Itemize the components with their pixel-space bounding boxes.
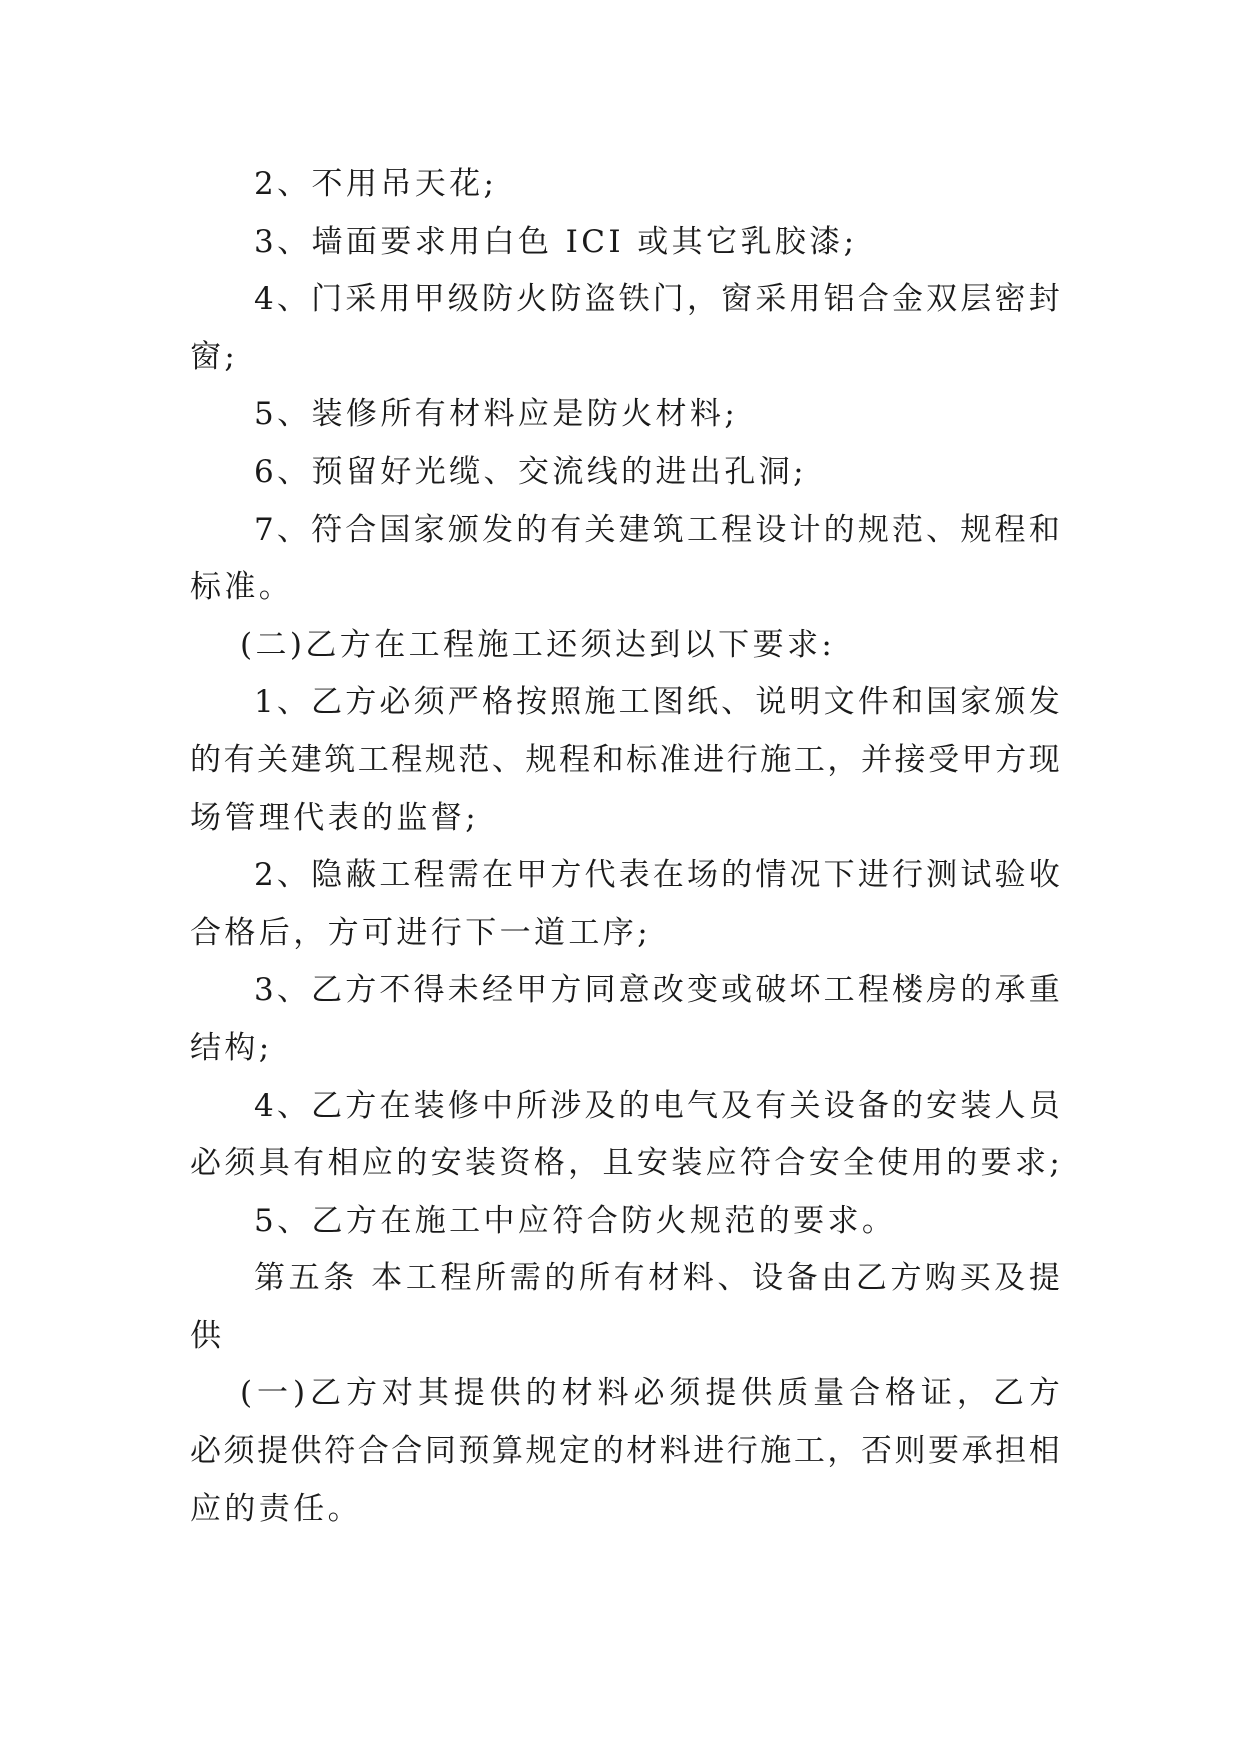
document-line: 2 、 隐 蔽 工 程 需 在 甲 方 代 表 在 场 的 情 况 下 进 行 测 试 验 收 bbox=[254, 857, 1060, 894]
document-line: 的 有 关 建 筑 工 程 规 范 、 规 程 和 标 准 进 行 施 工 ， 并 接 受 甲 方 现 bbox=[190, 741, 1060, 778]
document-line: 标准。 bbox=[190, 569, 294, 606]
document-line: 结构; bbox=[190, 1029, 273, 1066]
document-line: 窗; bbox=[190, 338, 239, 375]
document-line: 必 须 具 有 相 应 的 安 装 资 格 ， 且 安 装 应 符 合 安 全 使 用 的 要 求 ; bbox=[190, 1145, 1060, 1182]
document-line: 第 五 条 本 工 程 所 需 的 所 有 材 料 、 设 备 由 乙 方 购 买 及 提 bbox=[254, 1260, 1060, 1297]
document-line: 合格后，方可进行下一道工序; bbox=[190, 914, 652, 951]
document-line: 应的责任。 bbox=[190, 1490, 362, 1527]
document-line: 3、墙面要求用白色 ICI 或其它乳胶漆; bbox=[254, 223, 858, 260]
document-line: 2、不用吊天花; bbox=[254, 166, 498, 202]
document-line: 必 须 提 供 符 合 合 同 预 算 规 定 的 材 料 进 行 施 工 ， 否 则 要 承 担 相 bbox=[190, 1433, 1060, 1470]
document-line: 5、乙方在施工中应符合防火规范的要求。 bbox=[254, 1202, 897, 1239]
document-line: 供 bbox=[190, 1317, 225, 1354]
document-line: 4 、 门 采 用 甲 级 防 火 防 盗 铁 门 ， 窗 采 用 铝 合 金 双 层 密 封 bbox=[254, 281, 1060, 318]
document-body bbox=[190, 156, 1060, 1538]
document-line: 6、预留好光缆、交流线的进出孔洞; bbox=[254, 453, 807, 490]
document-line: 场管理代表的监督; bbox=[190, 799, 480, 836]
document-line: 5、装修所有材料应是防火材料; bbox=[254, 396, 739, 433]
document-line: 4 、 乙 方 在 装 修 中 所 涉 及 的 电 气 及 有 关 设 备 的 安 装 人 员 bbox=[254, 1087, 1060, 1124]
document-line: (二)乙方在工程施工还须达到以下要求: bbox=[240, 626, 836, 663]
document-line: 7 、 符 合 国 家 颁 发 的 有 关 建 筑 工 程 设 计 的 规 范 、 规 程 和 bbox=[254, 511, 1060, 548]
document-line: 3 、 乙 方 不 得 未 经 甲 方 同 意 改 变 或 破 坏 工 程 楼 房 的 承 重 bbox=[254, 972, 1060, 1009]
document-line: 1 、 乙 方 必 须 严 格 按 照 施 工 图 纸 、 说 明 文 件 和 国 家 颁 发 bbox=[254, 684, 1060, 721]
document-line: ( 一 ) 乙 方 对 其 提 供 的 材 料 必 须 提 供 质 量 合 格 证 ， 乙 方 bbox=[240, 1375, 1060, 1412]
